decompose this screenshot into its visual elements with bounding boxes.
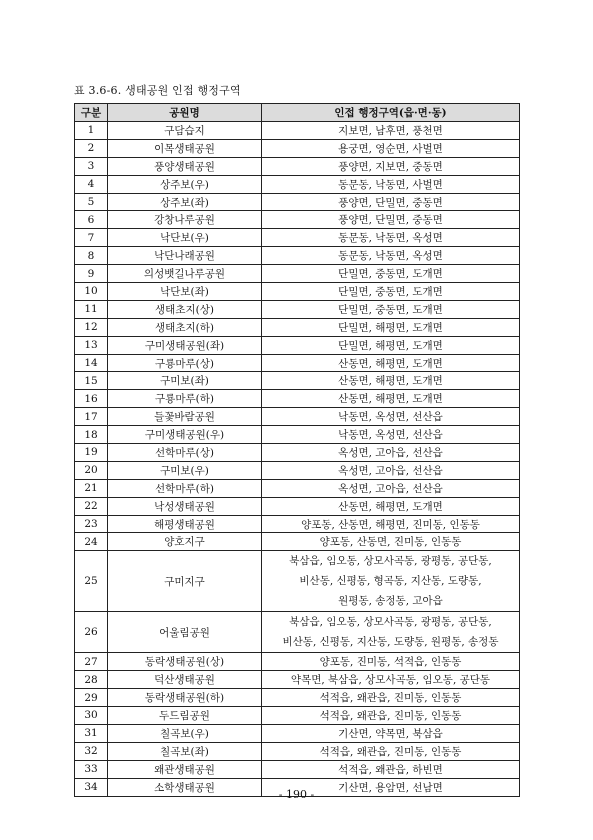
park-name: 풍양생태공원: [108, 157, 262, 175]
table-row: [75, 122, 520, 140]
park-name: 낙단나래공원: [108, 247, 262, 265]
row-number: 11: [75, 300, 108, 318]
table-row: [75, 408, 520, 426]
row-number: 16: [75, 390, 108, 408]
park-name: 들꽃바람공원: [108, 408, 262, 426]
adjacent-district: 풍양면, 단밀면, 중동면: [262, 193, 520, 211]
row-number: 25: [75, 551, 108, 612]
table-row: [75, 497, 520, 515]
adjacent-district: 단밀면, 해평면, 도개면: [262, 336, 520, 354]
adjacent-district: 산동면, 해평면, 도개면: [262, 372, 520, 390]
table-row: [75, 390, 520, 408]
page-number: - 190 -: [278, 788, 315, 801]
row-number: 17: [75, 408, 108, 426]
row-number: 22: [75, 497, 108, 515]
table-row: [75, 426, 520, 444]
adjacent-district: 낙동면, 옥성면, 선산읍: [262, 426, 520, 444]
park-name: 해평생태공원: [108, 515, 262, 533]
table-header: [75, 104, 520, 122]
adjacent-district: 단밀면, 중동면, 도개면: [262, 265, 520, 283]
park-name: 생태초지(하): [108, 318, 262, 336]
park-name: 양호지구: [108, 533, 262, 551]
table-row: [75, 724, 520, 742]
park-name: 낙성생태공원: [108, 497, 262, 515]
park-name: 구담습지: [108, 122, 262, 140]
table-row: [75, 157, 520, 175]
adjacent-district: 산동면, 해평면, 도개면: [262, 354, 520, 372]
row-number: 14: [75, 354, 108, 372]
table-row: [75, 211, 520, 229]
adjacent-district: 옥성면, 고아읍, 선산읍: [262, 479, 520, 497]
park-name: 칠곡보(좌): [108, 742, 262, 760]
adjacent-district: 옥성면, 고아읍, 선산읍: [262, 461, 520, 479]
park-name: 구룡마루(상): [108, 354, 262, 372]
row-number: 3: [75, 157, 108, 175]
row-number: 4: [75, 175, 108, 193]
table-row: [75, 653, 520, 671]
row-number: 18: [75, 426, 108, 444]
row-number: 2: [75, 139, 108, 157]
row-number: 26: [75, 612, 108, 653]
park-name: 상주보(우): [108, 175, 262, 193]
adjacent-district: 양포동, 산동면, 해평면, 진미동, 인동동: [262, 515, 520, 533]
row-number: 7: [75, 229, 108, 247]
row-number: 30: [75, 707, 108, 725]
table-row: [75, 760, 520, 778]
park-name: 선학마루(상): [108, 444, 262, 462]
table-row: [75, 193, 520, 211]
park-name: 이목생태공원: [108, 139, 262, 157]
table-row: [75, 175, 520, 193]
table-row: [75, 707, 520, 725]
table-row: [75, 533, 520, 551]
adjacent-district: 북삼읍, 임오동, 상모사곡동, 광평동, 공단동, 비산동, 신평동, 지산동, 도량동, 원평동, 송정동: [262, 612, 520, 653]
adjacent-district: 풍양면, 지보면, 중동면: [262, 157, 520, 175]
table-row: [75, 354, 520, 372]
park-name: 덕산생태공원: [108, 671, 262, 689]
row-number: 28: [75, 671, 108, 689]
table-row: [75, 515, 520, 533]
row-number: 6: [75, 211, 108, 229]
park-name: 생태초지(상): [108, 300, 262, 318]
table-row: [75, 551, 520, 612]
park-name: 구미보(우): [108, 461, 262, 479]
row-number: 27: [75, 653, 108, 671]
row-number: 20: [75, 461, 108, 479]
row-number: 9: [75, 265, 108, 283]
row-number: 34: [75, 778, 108, 796]
park-name: 강창나루공원: [108, 211, 262, 229]
adjacent-district: 단밀면, 중동면, 도개면: [262, 283, 520, 301]
park-name: 상주보(좌): [108, 193, 262, 211]
admin-district-table: [74, 103, 520, 797]
park-name: 두드림공원: [108, 707, 262, 725]
table-body: [75, 122, 520, 797]
row-number: 12: [75, 318, 108, 336]
table-caption: 표 3.6-6. 생태공원 인접 행정구역: [74, 84, 241, 97]
adjacent-district: 단밀면, 해평면, 도개면: [262, 318, 520, 336]
row-number: 1: [75, 122, 108, 140]
adjacent-district: 단밀면, 중동면, 도개면: [262, 300, 520, 318]
row-number: 21: [75, 479, 108, 497]
table-row: [75, 612, 520, 653]
row-number: 33: [75, 760, 108, 778]
park-name: 어울림공원: [108, 612, 262, 653]
row-number: 32: [75, 742, 108, 760]
park-name: 칠곡보(우): [108, 724, 262, 742]
adjacent-district: 산동면, 해평면, 도개면: [262, 497, 520, 515]
row-number: 23: [75, 515, 108, 533]
header-park-name: 공원명: [108, 104, 262, 122]
table-row: [75, 479, 520, 497]
row-number: 31: [75, 724, 108, 742]
adjacent-district: 약목면, 북삼읍, 상모사곡동, 임오동, 공단동: [262, 671, 520, 689]
park-name: 구미지구: [108, 551, 262, 612]
row-number: 24: [75, 533, 108, 551]
table-row: [75, 300, 520, 318]
row-number: 29: [75, 689, 108, 707]
table-row: [75, 283, 520, 301]
adjacent-district: 기산면, 용암면, 선남면: [262, 778, 520, 796]
adjacent-district: 동문동, 낙동면, 옥성면: [262, 229, 520, 247]
header-number: 구분: [75, 104, 108, 122]
row-number: 19: [75, 444, 108, 462]
table-row: [75, 229, 520, 247]
row-number: 8: [75, 247, 108, 265]
adjacent-district: 풍양면, 단밀면, 중동면: [262, 211, 520, 229]
table-row: [75, 742, 520, 760]
park-name: 낙단보(우): [108, 229, 262, 247]
header-adjacent-district: 인접 행정구역(읍·면·동): [262, 104, 520, 122]
park-name: 구미보(좌): [108, 372, 262, 390]
table-row: [75, 139, 520, 157]
table-row: [75, 247, 520, 265]
table-row: [75, 336, 520, 354]
adjacent-district: 양포동, 진미동, 석적읍, 인동동: [262, 653, 520, 671]
adjacent-district: 지보면, 남후면, 풍천면: [262, 122, 520, 140]
table-row: [75, 671, 520, 689]
adjacent-district: 석적읍, 왜관읍, 진미동, 인동동: [262, 689, 520, 707]
adjacent-district: 용궁면, 영순면, 사벌면: [262, 139, 520, 157]
park-name: 소학생태공원: [108, 778, 262, 796]
park-name: 동락생태공원(상): [108, 653, 262, 671]
table-row: [75, 444, 520, 462]
adjacent-district: 석적읍, 왜관읍, 하빈면: [262, 760, 520, 778]
adjacent-district: 동문동, 낙동면, 사벌면: [262, 175, 520, 193]
adjacent-district: 낙동면, 옥성면, 선산읍: [262, 408, 520, 426]
adjacent-district: 동문동, 낙동면, 옥성면: [262, 247, 520, 265]
adjacent-district: 석적읍, 왜관읍, 진미동, 인동동: [262, 742, 520, 760]
table-row: [75, 318, 520, 336]
park-name: 구미생태공원(우): [108, 426, 262, 444]
row-number: 10: [75, 283, 108, 301]
adjacent-district: 기산면, 약목면, 북삼읍: [262, 724, 520, 742]
adjacent-district: 산동면, 해평면, 도개면: [262, 390, 520, 408]
park-name: 구미생태공원(좌): [108, 336, 262, 354]
table-row: [75, 689, 520, 707]
row-number: 13: [75, 336, 108, 354]
adjacent-district: 옥성면, 고아읍, 선산읍: [262, 444, 520, 462]
park-name: 낙단보(좌): [108, 283, 262, 301]
table-row: [75, 461, 520, 479]
row-number: 5: [75, 193, 108, 211]
park-name: 구룡마루(하): [108, 390, 262, 408]
park-name: 동락생태공원(하): [108, 689, 262, 707]
row-number: 15: [75, 372, 108, 390]
park-name: 선학마루(하): [108, 479, 262, 497]
park-name: 의성뱃길나루공원: [108, 265, 262, 283]
adjacent-district: 북삼읍, 임오동, 상모사곡동, 광평동, 공단동, 비산동, 신평동, 형곡동, 지산동, 도량동, 원평동, 송정동, 고아읍: [262, 551, 520, 612]
adjacent-district: 양포동, 산동면, 진미동, 인동동: [262, 533, 520, 551]
table-row: [75, 372, 520, 390]
park-name: 왜관생태공원: [108, 760, 262, 778]
adjacent-district: 석적읍, 왜관읍, 진미동, 인동동: [262, 707, 520, 725]
table-row: [75, 265, 520, 283]
